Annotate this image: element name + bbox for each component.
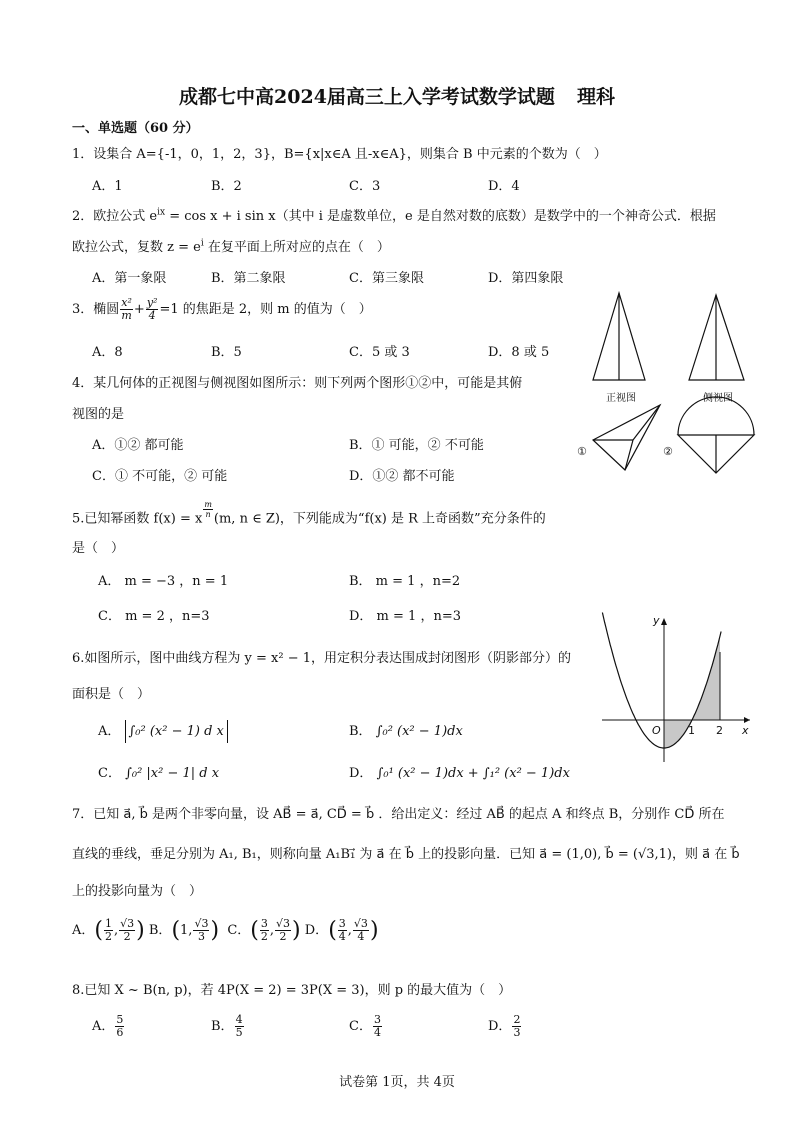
q2-option-b: B．第二象限 bbox=[211, 271, 286, 286]
origin-label: O bbox=[652, 724, 661, 737]
question-5-line-2: 是（ ） bbox=[72, 541, 125, 556]
parabola-curve bbox=[602, 613, 721, 749]
front-view-label: 正视图 bbox=[606, 393, 636, 404]
q6-option-b: B． ∫₀² (x² − 1)dx bbox=[349, 724, 463, 739]
q3-option-a: A．8 bbox=[92, 345, 123, 360]
page-title: 成都七中高2024届高三上入学考试数学试题 理科 bbox=[179, 86, 615, 108]
q6-option-a: A． ∫₀² (x² − 1) d x bbox=[98, 720, 228, 739]
q1-option-b: B．2 bbox=[211, 179, 242, 194]
top-view-1 bbox=[593, 405, 660, 470]
q4-views-figure bbox=[575, 285, 775, 505]
q5-option-d: D． m = 1 ，n=3 bbox=[349, 609, 461, 624]
q2-option-c: C．第三象限 bbox=[349, 271, 424, 286]
question-6-line-1: 6.如图所示，图中曲线方程为 y = x² − 1，用定积分表达围成封闭图形（阴影部分）的 bbox=[72, 651, 572, 666]
figure-1-label: ① bbox=[577, 445, 587, 458]
q6-option-c-expr: ∫₀² |x² − 1| d x bbox=[125, 766, 220, 781]
q4-option-b: B．① 可能，② 不可能 bbox=[349, 438, 484, 453]
question-1: 1．设集合 A={-1，0，1，2，3}，B={x|x∈A 且-x∈A}，则集合 B 中元素的个数为（ ） bbox=[72, 147, 607, 162]
question-2-line-2: 欧拉公式，复数 $z = e^i$ 在复平面上所对应的点在（ ） bbox=[72, 238, 390, 255]
q1-option-a: A．1 bbox=[92, 179, 123, 194]
section-heading: 一、单选题（60 分） bbox=[72, 121, 199, 136]
q6-option-d-expr: ∫₀¹ (x² − 1)dx + ∫₁² (x² − 1)dx bbox=[376, 766, 570, 781]
tick-2-label: 2 bbox=[716, 724, 723, 737]
question-3: 3．椭圆 $\frac{\text{x²}}{m}$ + $\frac{\text{y²}}{4}$ =1 的焦距是 2，则 m 的值为（ ） bbox=[72, 296, 372, 322]
q5-option-c: C． m = 2 ，n=3 bbox=[98, 609, 210, 624]
q6-parabola-graph bbox=[598, 612, 758, 764]
question-8: 8.已知 X ~ B(n, p)，若 4P(X = 2) = 3P(X = 3)，则 p 的最大值为（ ） bbox=[72, 983, 512, 998]
page-footer: 试卷第 1页，共 4页 bbox=[339, 1075, 455, 1090]
q8-option-a: A． $\frac{5}{6}$ bbox=[92, 1013, 124, 1039]
q4-option-c: C．① 不可能，② 可能 bbox=[92, 469, 228, 484]
question-2-line-1: 2．欧拉公式 $e^{ix} = \cos x + i$ sin x（其中 i 是虚数单位，e 是自然对数的底数）是数学中的一个神奇公式．根据 bbox=[72, 207, 716, 224]
q1-option-c: C．3 bbox=[349, 179, 381, 194]
q2-option-a: A．第一象限 bbox=[92, 271, 167, 286]
q2-option-d: D．第四象限 bbox=[488, 271, 564, 286]
tick-1-label: 1 bbox=[688, 724, 695, 737]
q3-option-c: C．5 或 3 bbox=[349, 345, 410, 360]
q3-option-b: B．5 bbox=[211, 345, 242, 360]
question-7-line-3: 上的投影向量为（ ） bbox=[72, 884, 203, 899]
q6-option-b-expr: ∫₀² (x² − 1)dx bbox=[375, 724, 463, 739]
question-4-line-2: 视图的是 bbox=[72, 407, 125, 422]
q6-option-d: D． ∫₀¹ (x² − 1)dx + ∫₁² (x² − 1)dx bbox=[349, 766, 570, 781]
q5-option-a: A． m = −3 ，n = 1 bbox=[98, 574, 229, 589]
q8-option-c: C． $\frac{3}{4}$ bbox=[349, 1013, 381, 1039]
question-6-line-2: 面积是（ ） bbox=[72, 687, 151, 702]
question-5-line-1: 5.已知幂函数 f(x) = x $\frac{m}{n}$ (m, n ∈ Z)，下列能成为“f(x) 是 R 上奇函数”充分条件的 bbox=[72, 500, 546, 527]
figure-2-label: ② bbox=[663, 445, 673, 458]
q3-option-d: D．8 或 5 bbox=[488, 345, 550, 360]
q6-option-a-expr: ∫₀² (x² − 1) d x bbox=[125, 720, 228, 743]
y-axis-label: y bbox=[653, 614, 660, 627]
q7-options: A．( $\frac{1}{2}$ , $\frac{√3}{2}$ ) B．(1, $\frac{√3}{3}$ ) C．( $\frac{3}{2}$ , $\frac{√3}{2}$ ) D．( $\frac{3}{4}$ , $\frac{√3}{4}$ ) bbox=[72, 917, 379, 943]
side-view-label: 侧视图 bbox=[703, 393, 733, 404]
q6-option-c: C． ∫₀² |x² − 1| d x bbox=[98, 766, 220, 781]
q4-option-a: A．①② 都可能 bbox=[92, 438, 184, 453]
x-axis-label: x bbox=[742, 724, 749, 737]
q1-option-d: D．4 bbox=[488, 179, 520, 194]
q5-option-b: B． m = 1 ，n=2 bbox=[349, 574, 461, 589]
q4-option-d: D．①② 都不可能 bbox=[349, 469, 455, 484]
question-7-line-2: 直线的垂线，垂足分别为 A₁, B₁，则称向量 A₁B₁⃗ 为 a⃗ 在 b⃗ 上的投影向量．已知 a⃗ = (1,0), b⃗ = (√3,1)，则 a⃗ 在 b⃗ bbox=[72, 847, 740, 862]
q8-option-d: D． $\frac{2}{3}$ bbox=[488, 1013, 521, 1039]
question-4-line-1: 4．某几何体的正视图与侧视图如图所示：则下列两个图形①②中，可能是其俯 bbox=[72, 376, 523, 391]
question-7-line-1: 7．已知 a⃗, b⃗ 是两个非零向量，设 AB⃗ = a⃗, CD⃗ = b⃗ ．给出定义：经过 AB⃗ 的起点 A 和终点 B，分别作 CD⃗ 所在 bbox=[72, 807, 725, 822]
q8-option-b: B． $\frac{4}{5}$ bbox=[211, 1013, 243, 1039]
